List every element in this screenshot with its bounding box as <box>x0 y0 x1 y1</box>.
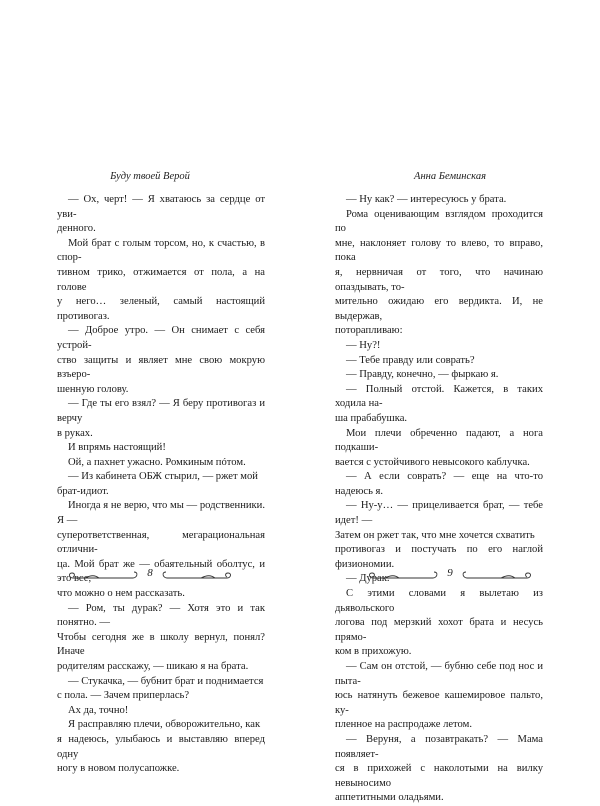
running-head-author: Анна Беминская <box>414 171 486 182</box>
paragraph: Мой брат с голым торсом, но, к счастью, в спор- тивном трико, отжимается от пола, а на голове у него… зеленый, самый настоящий противогаз. <box>57 237 265 322</box>
paragraph: — Веруня, а позавтракать? — Мама появляет- ся в прихожей с наколотыми на вилку невыносимо аппетитными оладьями. <box>335 733 543 804</box>
folio <box>0 566 300 588</box>
paragraph: Мои плечи обреченно падают, а нога подкаши- вается с устойчивого невысокого каблучка. <box>335 427 543 468</box>
body-text <box>335 193 543 806</box>
left-page <box>0 0 300 775</box>
paragraph: — Ох, черт! — Я хватаюсь за сердце от уви- денного. <box>57 194 265 235</box>
paragraph: — Доброе утро. — Он снимает с себя устрой- ство защиты и являет мне свою мокрую взъеро- шенную голову. <box>57 325 265 395</box>
page-number: 9 <box>447 567 453 579</box>
folio <box>300 566 600 588</box>
paragraph: — Сам он отстой, — бубню себе под нос и пыта- юсь натянуть бежевое кашемировое пальто, ку- пленное на распродаже летом. <box>335 661 543 731</box>
paragraph: — Полный отстой. Кажется, в таких ходила на- ша прабабушка. <box>335 383 543 424</box>
paragraph: — Из кабинета ОБЖ стырил, — ржет мой брат-идиот. <box>57 471 258 497</box>
paragraph: С этими словами я вылетаю из дьявольского логова под мерзкий хохот брата и несусь прямо- ком в прихожую. <box>335 588 543 658</box>
body-text <box>57 193 265 777</box>
paragraph: — Дурак. <box>346 573 390 585</box>
paragraph: — Ну как? — интересуюсь у брата. <box>346 194 507 205</box>
paragraph: — Стукачка, — бубнит брат и поднимается с пола. — Зачем приперлась? <box>57 675 264 702</box>
paragraph: — Где ты его взял? — Я беру противогаз и верчу в руках. <box>57 398 265 439</box>
paragraph: Рома оценивающим взглядом проходится по мне, наклоняет голову то влево, то вправо, пока я, нервничая от того, что начинаю опаздывать, то- мительно ожидаю его вердикта. И, не выдержав, поторапливаю: <box>335 208 543 337</box>
paragraph: — Правду, конечно, — фыркаю я. <box>346 369 499 381</box>
right-page <box>300 0 600 804</box>
paragraph: — Ну?! <box>346 339 381 351</box>
paragraph: И впрямь настоящий! <box>68 442 166 454</box>
page-number: 8 <box>147 567 153 579</box>
running-head-book-title: Буду твоей Верой <box>110 171 190 182</box>
paragraph: — Тебе правду или соврать? <box>346 354 475 366</box>
paragraph: Ой, а пахнет ужасно. Ромкиным пóтом. <box>68 456 246 468</box>
paragraph: Иногда я не верю, что мы — родственники. Я — суперответственная, мегарациональная отлични- ца. Мой брат же — обаятельный оболтус, и это все, что можно о нем рассказать. <box>57 500 265 600</box>
paragraph: — Ром, ты дурак? — Хотя это и так понятно. — Чтобы сегодня же в школу вернул, понял? Иначе родителям расскажу, — шикаю я на брата. <box>57 602 265 672</box>
paragraph: — Ну-у… — прицеливается брат, — тебе идет! — Затем он ржет так, что мне хочется схватить противогаз и постучать по его наглой физиономии. <box>335 500 543 570</box>
paragraph: Я расправляю плечи, обворожительно, как я надеюсь, улыбаюсь и выставляю вперед одну ногу в новом полусапожке. <box>57 719 265 775</box>
paragraph: Ах да, точно! <box>68 704 129 716</box>
paragraph: — А если соврать? — еще на что-то надеюсь я. <box>335 471 543 497</box>
